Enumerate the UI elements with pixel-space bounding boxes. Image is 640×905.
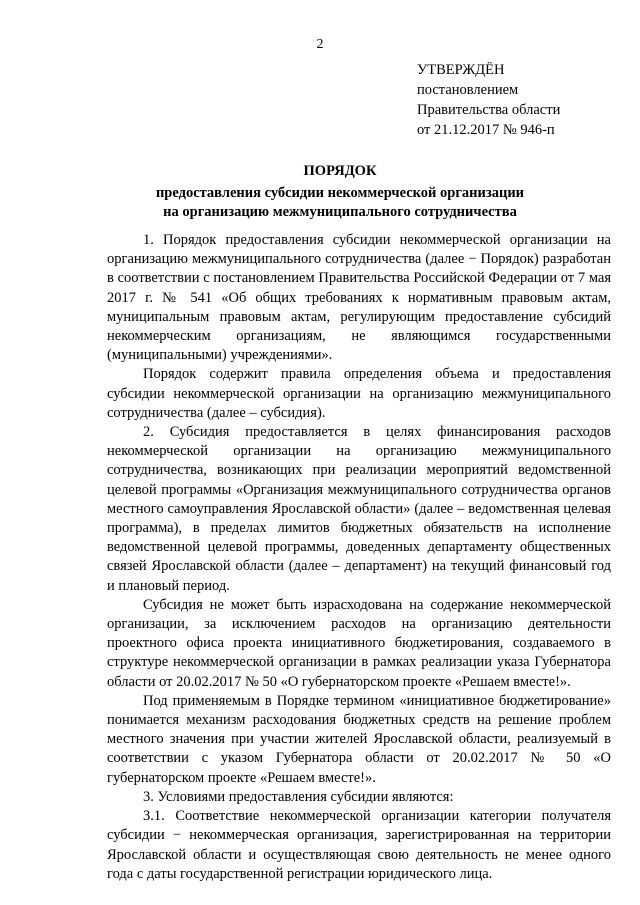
- page-number: 2: [316, 37, 324, 52]
- paragraph: 1. Порядок предоставления субсидии некоммерческой организации на организацию межмуниципального сотрудничества (далее − Порядок) разработан в соответствии с постановлением Правительства Российской Федерации от 7 мая 2017 г. № 541 «Об общих требованиях к нормативным правовым актам, муниципальным правовым актам, регулирующим предоставление субсидий некоммерческим организациям, не являющимся государственными (муниципальными) учреждениями».: [107, 232, 611, 364]
- approval-stamp: [417, 60, 560, 140]
- paragraph: Под применяемым в Порядке термином «инициативное бюджетирование» понимается механизм расходования бюджетных средств на решение проблем местного значения при участии жителей Ярославской области, реализуемый в соответствии с указом Губернатора области от 20.02.2017 № 50 «О губернаторском проекте «Решаем вместе!».: [107, 692, 611, 786]
- paragraph: 3.1. Соответствие некоммерческой организации категории получателя субсидии − некоммерческая организация, зарегистрированная на территории Ярославской области и осуществляющая свою деятельность не менее одного года с даты государственной регистрации юридического лица.: [107, 808, 611, 882]
- approval-heading: УТВЕРЖДЁН: [417, 62, 505, 78]
- paragraph: Порядок содержит правила определения объема и предоставления субсидии некоммерческой организации на организацию межмуниципального сотрудничества (далее – субсидия).: [107, 366, 611, 421]
- paragraph: 3. Условиями предоставления субсидии являются:: [143, 788, 454, 805]
- approval-line: от 21.12.2017 № 946-п: [417, 122, 555, 138]
- title-subtitle-line: на организацию межмуниципального сотрудничества: [163, 204, 517, 220]
- document-title: [60, 162, 620, 222]
- approval-line: постановлением: [417, 82, 519, 98]
- title-main: ПОРЯДОК: [303, 163, 377, 179]
- paragraph: Субсидия не может быть израсходована на содержание некоммерческой организации, за исключением расходов на организацию деятельности проектного офиса проекта инициативного бюджетирования, создаваемого в структуре некоммерческой организации в рамках реализации указа Губернатора области от 20.02.2017 № 50 «О губернаторском проекте «Решаем вместе!».: [107, 596, 611, 690]
- paragraph: 2. Субсидия предоставляется в целях финансирования расходов некоммерческой организации на организацию межмуниципального сотрудничества, возникающих при реализации мероприятий ведомственной целевой программы «Организация межмуниципального сотрудничества органов местного самоуправления Ярославской области» (далее – ведомственная целевая программа), в пределах лимитов бюджетных обязательств на исполнение ведомственной целевой программы, доведенных департаменту общественных связей Ярославской области (далее – департамент) на текущий финансовый год и плановый период.: [107, 424, 611, 594]
- approval-line: Правительства области: [417, 102, 561, 118]
- title-subtitle-line: предоставления субсидии некоммерческой организации: [155, 185, 525, 201]
- document-body: [107, 231, 611, 884]
